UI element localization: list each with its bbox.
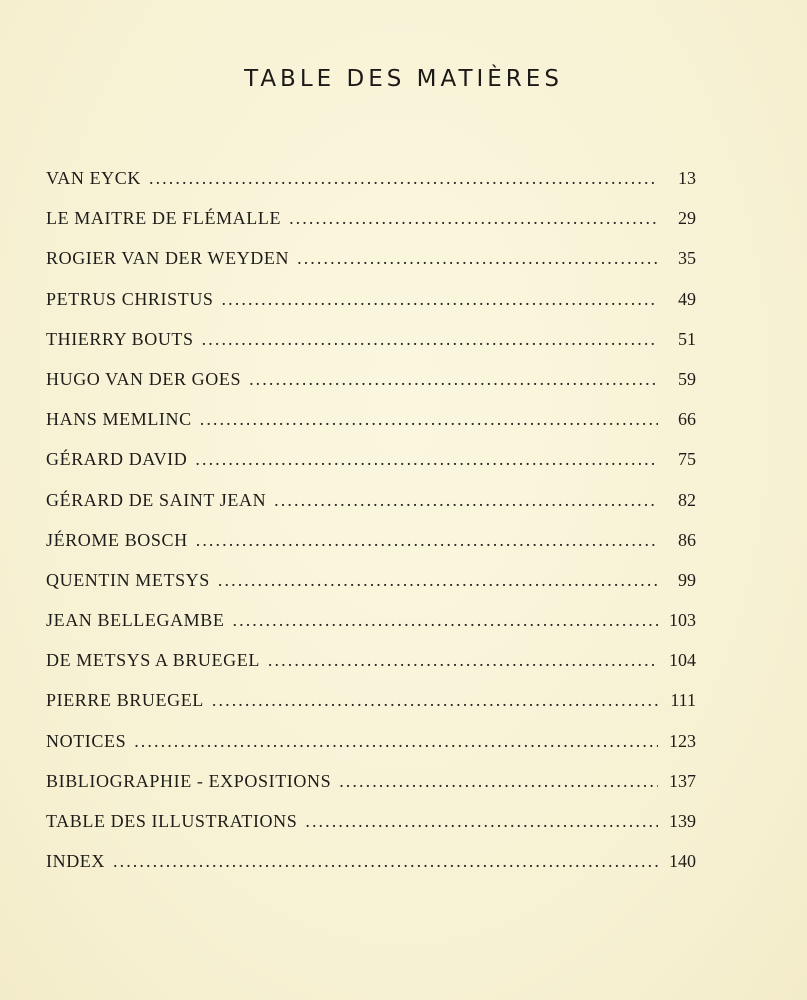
dot-leader — [195, 449, 658, 470]
dot-leader — [289, 208, 658, 229]
toc-entry — [46, 650, 696, 690]
toc-entry — [46, 570, 696, 610]
toc-entry-page: 75 — [678, 449, 696, 470]
dot-leader — [212, 690, 658, 711]
toc-entry — [46, 851, 696, 891]
toc-entry-label: JEAN BELLEGAMBE — [46, 610, 225, 631]
toc-entry — [46, 811, 696, 851]
toc-entry-label: THIERRY BOUTS — [46, 328, 194, 349]
toc-entry-page: 139 — [669, 811, 696, 831]
toc-entry — [46, 530, 696, 570]
toc-entry-page: 29 — [678, 208, 696, 229]
dot-leader — [200, 409, 658, 430]
dot-leader — [274, 490, 658, 511]
toc-entry — [46, 168, 696, 208]
dot-leader — [268, 650, 658, 671]
toc-entry-label: QUENTIN METSYS — [46, 569, 210, 590]
toc-entry-page: 59 — [678, 368, 696, 389]
toc-entry — [46, 690, 696, 730]
dot-leader — [339, 771, 658, 792]
toc-entry — [46, 490, 696, 530]
toc-entry-page: 137 — [669, 770, 696, 791]
dot-leader — [113, 851, 658, 872]
page-title: TABLE DES MATIÈRES — [244, 66, 563, 92]
dot-leader — [134, 731, 658, 752]
toc-entry — [46, 248, 696, 288]
toc-entry — [46, 289, 696, 329]
toc-entry — [46, 329, 696, 369]
toc-entry-label: BIBLIOGRAPHIE - EXPOSITIONS — [46, 770, 332, 791]
toc-entry-page: 123 — [669, 730, 696, 751]
toc-entry-page: 13 — [678, 168, 696, 188]
dot-leader — [233, 610, 659, 631]
toc-entry-page: 66 — [678, 409, 696, 430]
dot-leader — [202, 329, 658, 350]
toc-entry — [46, 771, 696, 811]
toc-entry-label: JÉROME BOSCH — [46, 529, 188, 550]
toc-entry-page: 99 — [678, 569, 696, 590]
dot-leader — [149, 168, 658, 189]
dot-leader — [218, 570, 658, 591]
toc-entry-label: GÉRARD DAVID — [46, 449, 188, 470]
table-of-contents — [46, 168, 696, 891]
toc-entry-label: VAN EYCK — [46, 168, 141, 188]
toc-entry-label: HANS MEMLINC — [46, 409, 192, 430]
dot-leader — [297, 248, 658, 269]
toc-entry — [46, 449, 696, 489]
toc-entry-label: GÉRARD DE SAINT JEAN — [46, 489, 267, 510]
toc-entry-label: DE METSYS A BRUEGEL — [46, 650, 260, 671]
dot-leader — [196, 530, 658, 551]
toc-entry-page: 49 — [678, 288, 696, 309]
dot-leader — [249, 369, 658, 390]
toc-entry-label: PIERRE BRUEGEL — [46, 690, 204, 711]
toc-entry-page: 82 — [678, 489, 696, 510]
toc-entry — [46, 369, 696, 409]
toc-entry-page: 35 — [678, 248, 696, 269]
toc-entry-label: INDEX — [46, 851, 105, 872]
toc-entry-page: 51 — [678, 328, 696, 349]
toc-entry-page: 86 — [678, 529, 696, 550]
toc-entry — [46, 208, 696, 248]
toc-entry-label: ROGIER VAN DER WEYDEN — [46, 248, 290, 269]
toc-entry — [46, 610, 696, 650]
dot-leader — [305, 811, 658, 832]
toc-entry-label: HUGO VAN DER GOES — [46, 368, 242, 389]
toc-entry-page: 140 — [669, 851, 696, 872]
toc-entry-label: TABLE DES ILLUSTRATIONS — [46, 811, 298, 831]
toc-entry — [46, 409, 696, 449]
toc-entry-page: 104 — [669, 650, 696, 671]
toc-entry-label: LE MAITRE DE FLÉMALLE — [46, 208, 282, 229]
toc-entry-label: PETRUS CHRISTUS — [46, 288, 214, 309]
toc-entry-page: 103 — [669, 610, 696, 631]
toc-entry-page: 111 — [670, 690, 696, 711]
dot-leader — [222, 289, 658, 310]
toc-entry — [46, 731, 696, 771]
toc-entry-label: NOTICES — [46, 730, 127, 751]
